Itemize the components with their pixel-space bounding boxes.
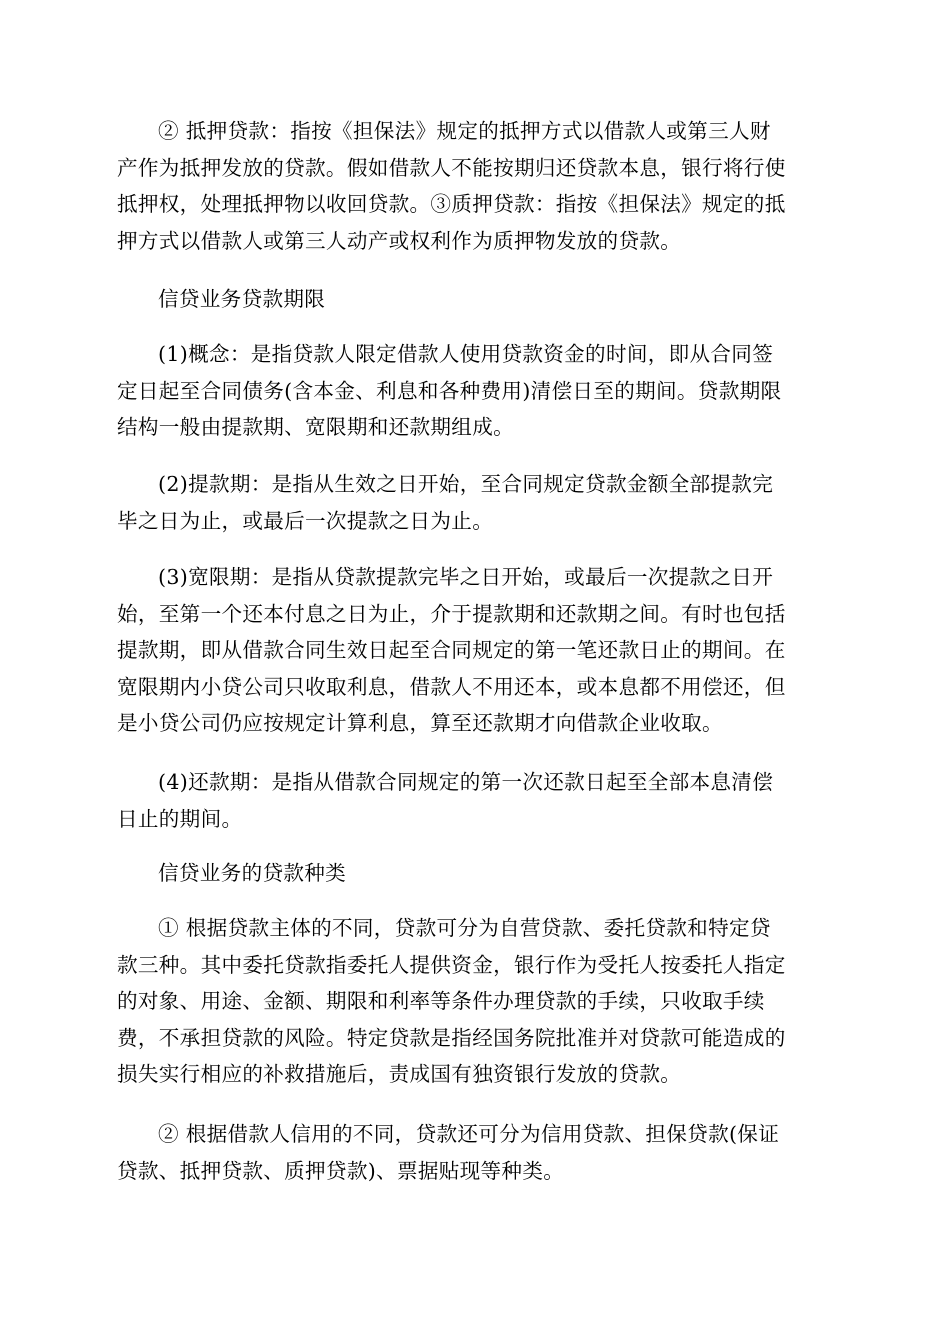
text-line: 押方式以借款人或第三人动产或权利作为质押物发放的贷款。 <box>117 228 682 253</box>
text-line: ② 抵押贷款：指按《担保法》规定的抵押方式以借款人或第三人财 <box>158 119 771 143</box>
text-line: 定日起至合同债务(含本金、利息和各种费用)清偿日至的期间。贷款期限 <box>117 378 782 403</box>
text-line: 始，至第一个还本付息之日为止，介于提款期和还款期之间。有时也包括 <box>117 601 786 626</box>
text-line: 结构一般由提款期、宽限期和还款期组成。 <box>117 415 514 440</box>
text-line: 费，不承担贷款的风险。特定贷款是指经国务院批准并对贷款可能造成的 <box>117 1025 786 1050</box>
paragraph-drawdown-period <box>117 466 837 539</box>
text-line: (4)还款期：是指从借款合同规定的第一次还款日起至全部本息清偿 <box>158 770 774 794</box>
text-line: 的对象、用途、金额、期限和利率等条件办理贷款的手续，只收取手续 <box>117 989 765 1014</box>
text-line: (1)概念：是指贷款人限定借款人使用贷款资金的时间，即从合同签 <box>158 342 774 366</box>
text-line: 抵押权，处理抵押物以收回贷款。③质押贷款：指按《担保法》规定的抵 <box>117 192 786 217</box>
paragraph-concept <box>117 336 837 446</box>
text-line: 提款期，即从借款合同生效日起至合同规定的第一笔还款日止的期间。在 <box>117 638 786 663</box>
paragraph-repayment-period <box>117 764 837 837</box>
text-line: 损失实行相应的补救措施后，责成国有独资银行发放的贷款。 <box>117 1062 682 1087</box>
text-line: ① 根据贷款主体的不同，贷款可分为自营贷款、委托贷款和特定贷 <box>158 916 771 940</box>
heading-loan-term: 信贷业务贷款期限 <box>158 287 326 311</box>
text-line: ② 根据借款人信用的不同，贷款还可分为信用贷款、担保贷款(保证 <box>158 1122 780 1146</box>
text-line: (2)提款期：是指从生效之日开始，至合同规定贷款金额全部提款完 <box>158 472 774 496</box>
heading-loan-types: 信贷业务的贷款种类 <box>158 861 347 885</box>
paragraph-loan-by-subject <box>117 910 837 1093</box>
text-line: 是小贷公司仍应按规定计算利息，算至还款期才向借款企业收取。 <box>117 711 723 736</box>
text-line: 宽限期内小贷公司只收取利息，借款人不用还本，或本息都不用偿还，但 <box>117 674 786 699</box>
paragraph-mortgage-pledge-loans <box>117 113 837 259</box>
text-line: 产作为抵押发放的贷款。假如借款人不能按期归还贷款本息，银行将行使 <box>117 155 786 180</box>
text-line: 毕之日为止，或最后一次提款之日为止。 <box>117 508 494 533</box>
text-line: 日止的期间。 <box>117 806 243 831</box>
text-line: 贷款、抵押贷款、质押贷款)、票据贴现等种类。 <box>117 1158 565 1183</box>
text-line: (3)宽限期：是指从贷款提款完毕之日开始，或最后一次提款之日开 <box>158 565 774 589</box>
text-line: 款三种。其中委托贷款指委托人提供资金，银行作为受托人按委托人指定 <box>117 952 786 977</box>
paragraph-grace-period <box>117 559 837 742</box>
paragraph-loan-by-credit <box>117 1116 837 1189</box>
